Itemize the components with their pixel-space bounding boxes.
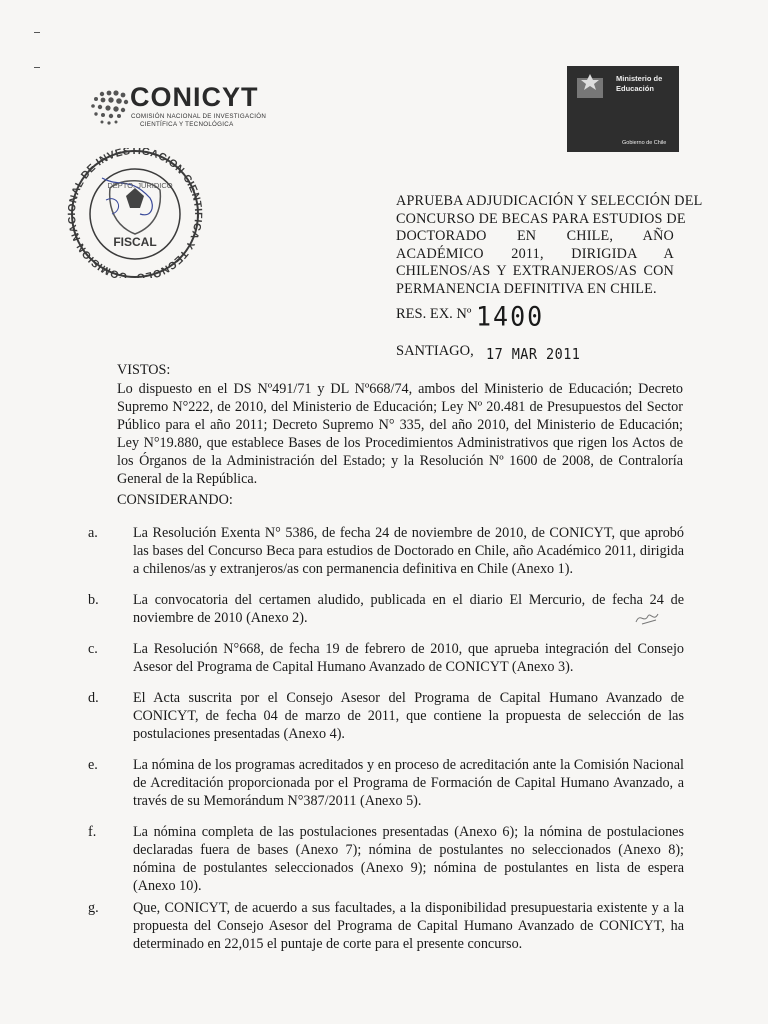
considerando-item [88,524,684,578]
chile-coat-of-arms-icon [573,72,609,100]
title-line: ACADÉMICO 2011, DIRIGIDA A [396,245,674,262]
vistos-heading: VISTOS: [117,362,171,378]
item-text: El Acta suscrita por el Consejo Asesor del Programa de Capital Humano Avanzado de CONICYT, de fecha 04 de marzo de 2011, que contiene la propuesta de selección de las postulaciones presentadas (Anexo 4). [133,690,684,742]
item-text: La nómina completa de las postulaciones presentadas (Anexo 6); la nómina de postulaciones declaradas fuera de bases (Anexo 7); nómina de postulantes no seleccionados (Anexo 8); nómina de postulantes seleccionados (Anexo 9); nómina de postulantes en lista de espera (Anexo 10). [133,824,684,894]
item-letter: d. [88,690,99,706]
title-line: CHILENOS/AS Y EXTRANJEROS/AS CON [396,263,674,279]
considerando-item [88,640,684,676]
title-line: PERMANENCIA DEFINITIVA EN CHILE. [396,280,657,297]
resolution-title [396,193,703,298]
government-label: Gobierno de Chile [622,140,667,146]
conicyt-dots-icon [88,88,132,128]
margin-mark [34,32,40,33]
considerando-item [88,756,684,810]
considerando-heading: CONSIDERANDO: [117,492,233,508]
item-text: Que, CONICYT, de acuerdo a sus facultades, a la disponibilidad presupuestaria existente y a la propuesta del Consejo Asesor del Programa de Capital Humano Avanzado de CONICYT, ha determinado en 22,015 el puntaje de corte para el presente concurso. [133,900,684,952]
ministry-name: Ministerio de Educación [616,74,663,93]
svg-text:FISCAL: FISCAL [113,235,157,249]
considerando-item [88,689,684,743]
item-letter: f. [88,824,97,840]
ministry-logo [567,66,679,152]
fiscal-stamp [60,148,210,278]
considerando-item [88,591,684,627]
considerando-item [88,823,684,895]
margin-mark [34,67,40,68]
svg-text:DEPTO. JURIDICO: DEPTO. JURIDICO [107,181,173,190]
title-line: APRUEBA ADJUDICACIÓN Y SELECCIÓN DEL [396,193,703,209]
title-line: DOCTORADO EN CHILE, AÑO [396,228,674,244]
item-text: La Resolución Exenta N° 5386, de fecha 24 de noviembre de 2010, de CONICYT, que aprobó las bases del Concurso Beca para estudios de Doctorado en Chile, año Académico 2011, dirigida a chilenos/as y extranjeros/as con permanencia definitiva en Chile (Anexo 1). [133,525,684,577]
vistos-text: Lo dispuesto en el DS Nº491/71 y DL Nº668/74, ambos del Ministerio de Educación; Decreto Supremo N°222, de 2010, del Ministerio de Educación; Ley Nº 20.481 de Presupuestos del Sector Público para el año 2011; Decreto Supremo N° 335, del año 2010, del Ministerio de Educación; Ley N°19.880, que establece Bases de los Procedimientos Administrativos que rigen los Actos de los Órganos de la Administración del Estado; y la Resolución Nº 1600 de 2008, de Contraloría General de la República. [117,381,683,487]
item-text: La convocatoria del certamen aludido, publicada en el diario El Mercurio, de fecha 24 de noviembre de 2010 (Anexo 2). [133,592,684,626]
item-letter: c. [88,641,98,657]
item-letter: b. [88,592,99,608]
svg-text:COMISION NACIONAL DE INVESTIGA: COMISION NACIONAL DE INVESTIGACION CIENTIFICA Y TECNOLO [65,148,205,278]
resolution-number: 1400 [476,301,545,332]
conicyt-wordmark: CONICYT [130,82,259,112]
item-letter: a. [88,525,98,541]
resolution-label: RES. EX. Nº [396,306,472,322]
place-label: SANTIAGO, [396,343,474,359]
item-letter: g. [88,900,99,916]
resolution-date: 17 MAR 2011 [486,345,581,363]
item-letter: e. [88,757,98,773]
title-line: CONCURSO DE BECAS PARA ESTUDIOS DE [396,210,686,227]
item-text: La nómina de los programas acreditados y en proceso de acreditación ante la Comisión Nacional de Acreditación proporcionada por el Programa de Formación de Capital Humano Avanzado, a través de su Memorándum N°387/2011 (Anexo 5). [133,757,684,809]
initials-mark [634,608,664,628]
conicyt-subtitle-1: COMISIÓN NACIONAL DE INVESTIGACIÓN [131,113,267,120]
conicyt-subtitle-2: CIENTÍFICA Y TECNOLÓGICA [140,121,234,128]
conicyt-logo [88,82,288,138]
considerando-item [88,899,684,953]
item-text: La Resolución N°668, de fecha 19 de febrero de 2010, que aprueba integración del Consejo Asesor del Programa de Capital Humano Avanzado de CONICYT (Anexo 3). [133,641,684,675]
